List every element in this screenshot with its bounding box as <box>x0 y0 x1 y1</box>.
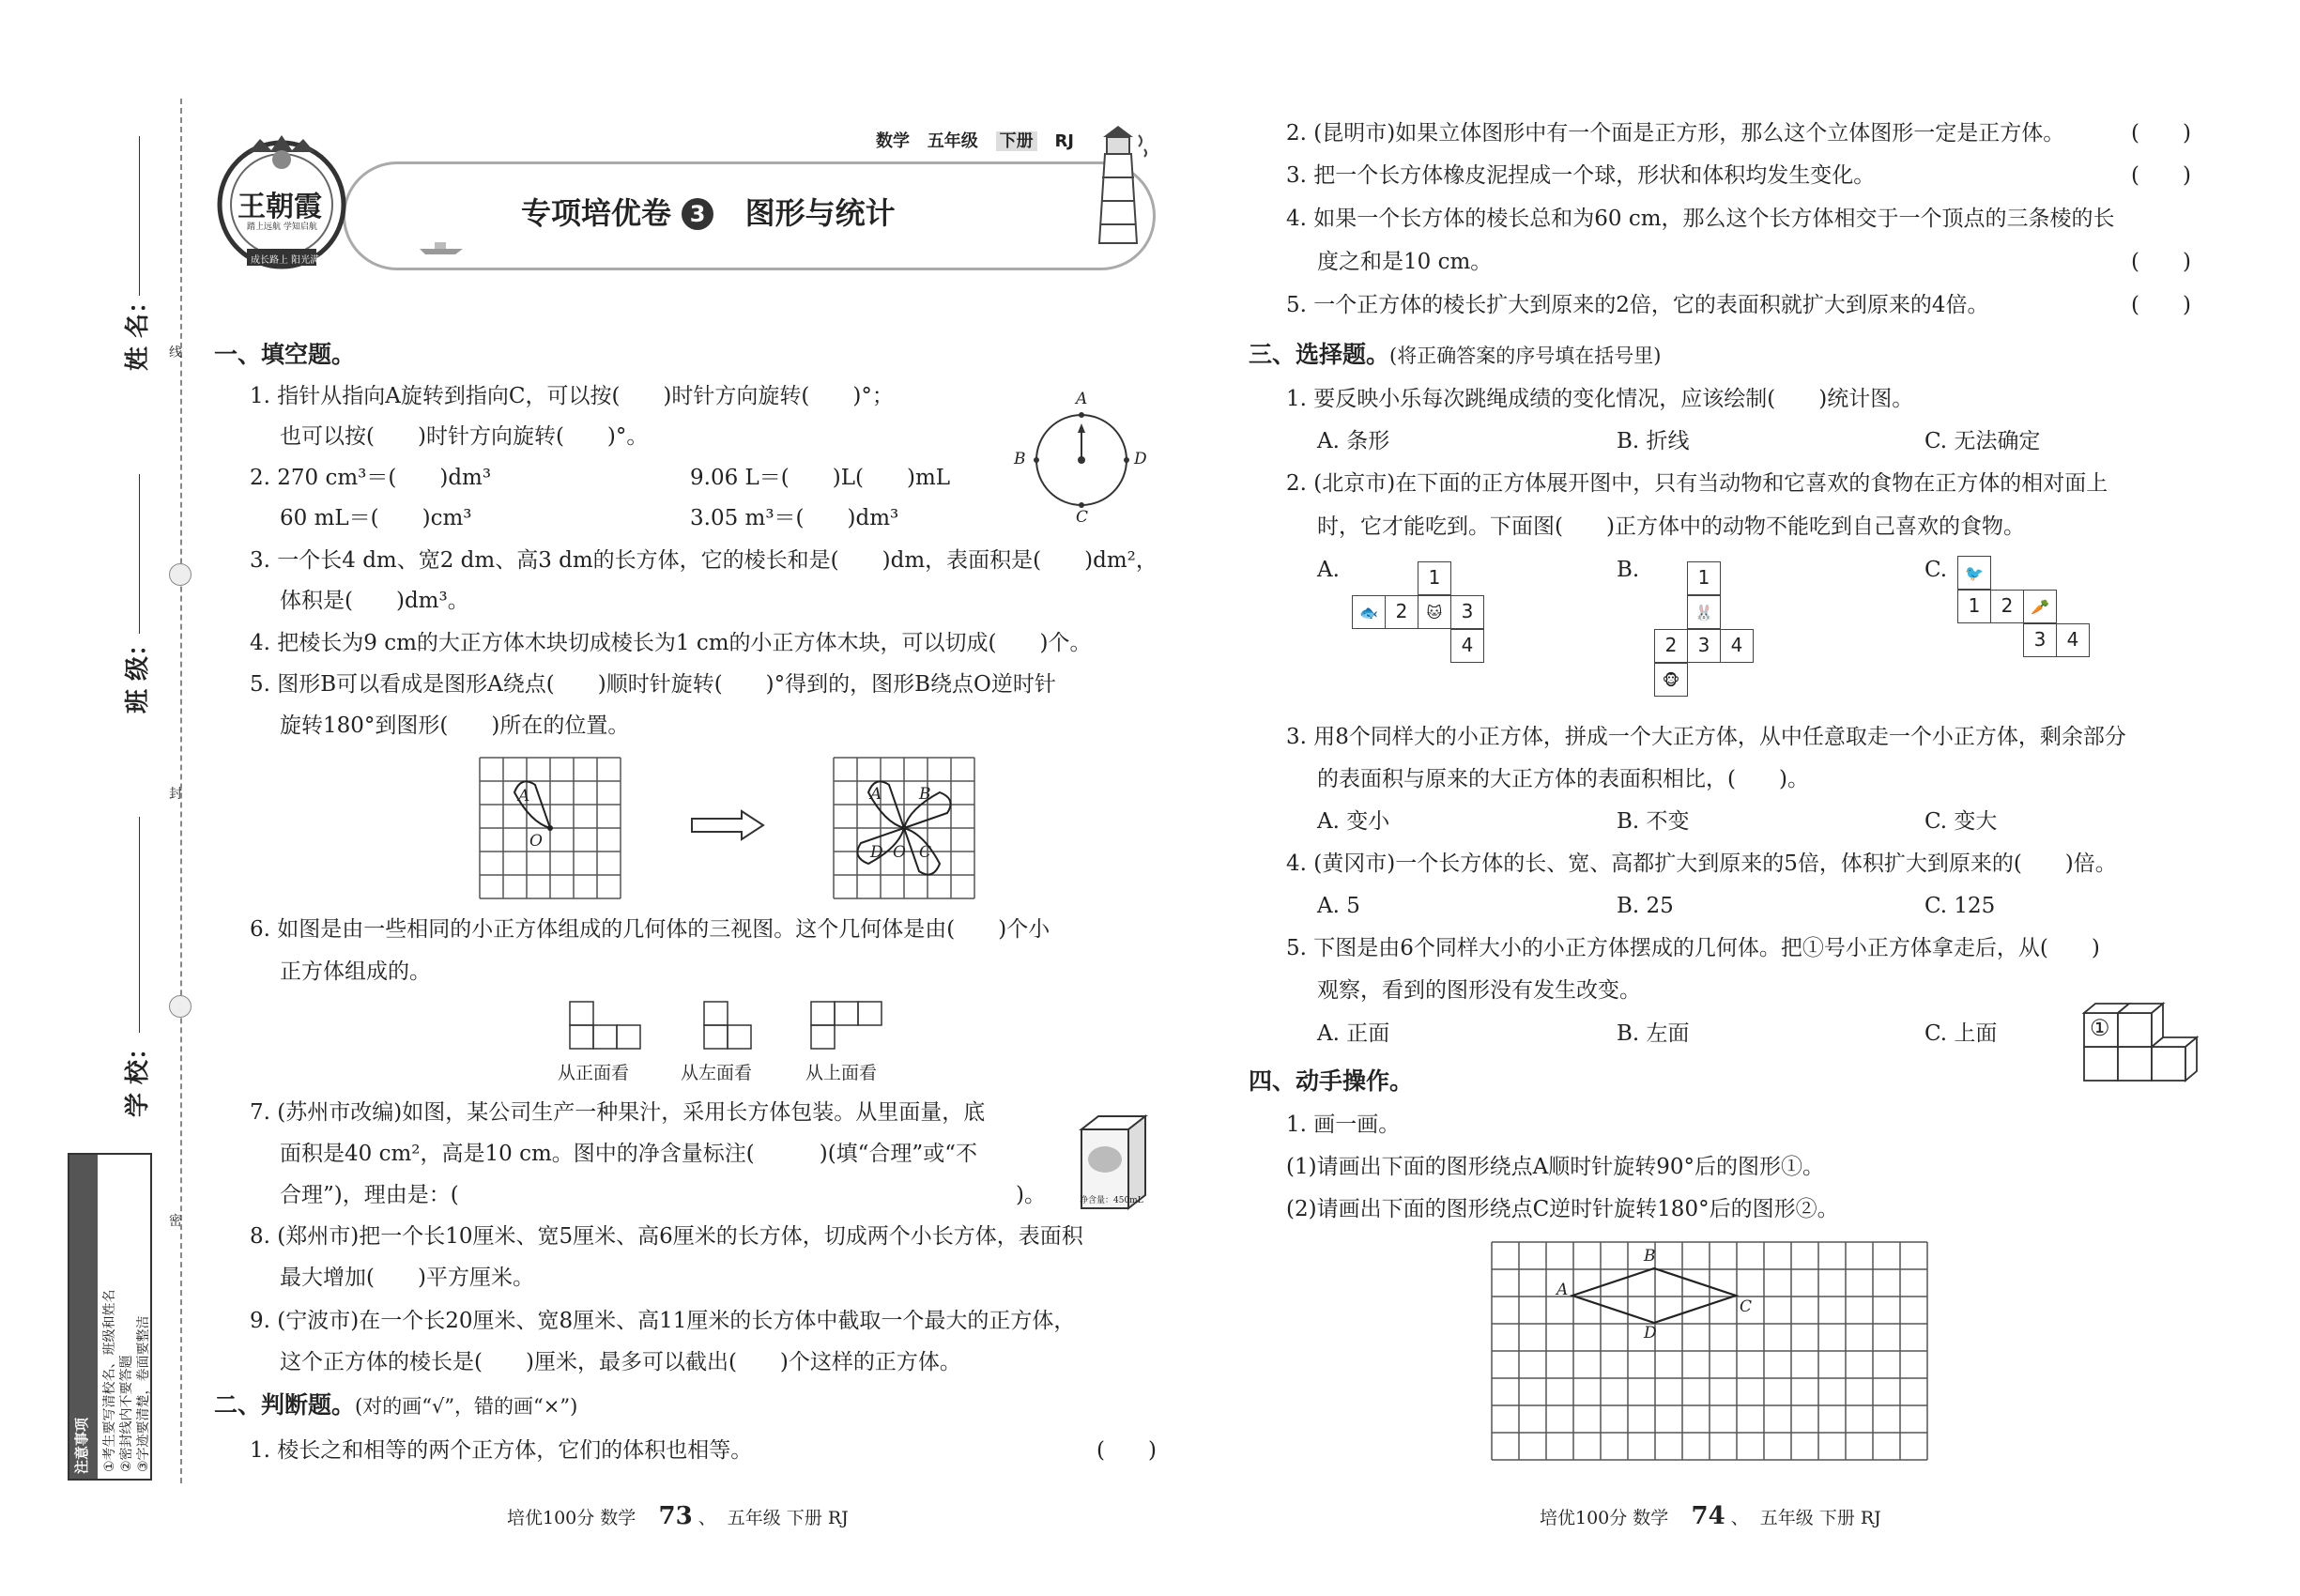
fish-icon: 🐟 <box>1359 604 1378 622</box>
net-cell: 1 <box>1957 590 1991 623</box>
net-cell-monkey <box>1654 663 1688 697</box>
net-cell-cat <box>1418 595 1451 629</box>
binding-margin <box>0 0 188 1596</box>
q2-a: 2. 270 cm³＝( )dm³ <box>250 466 492 490</box>
seal-icon <box>169 995 192 1018</box>
logo-text: 王朝霞 <box>238 191 322 223</box>
school-line <box>139 817 140 1033</box>
cut-mark-3: 密 <box>169 1214 182 1229</box>
notice-item: ②密封线内不要答题 <box>119 1355 134 1472</box>
q5r-label-o: O <box>893 843 906 862</box>
tag-subject: 数学 <box>876 131 910 151</box>
view-label-top: 从上面看 <box>805 1063 878 1083</box>
lighthouse-icon <box>1082 126 1153 248</box>
net-cell: 3 <box>1450 595 1484 629</box>
q9-line1: 9. (宁波市)在一个长20厘米、宽8厘米、高11厘米的长方体中截取一个最大的正方体， <box>250 1309 1076 1333</box>
q8-line2: 最大增加( )平方厘米。 <box>280 1266 534 1290</box>
drawing-grid[interactable] <box>1491 1241 1934 1465</box>
front-view-icon <box>568 1000 643 1052</box>
q2-b: 9.06 L＝( )L( )mL <box>690 466 951 490</box>
net-cell: 1 <box>1687 561 1721 595</box>
footer-right-a: 培优100分 数学 <box>1540 1508 1669 1528</box>
j4-answer-paren[interactable]: ( ) <box>2131 250 2191 274</box>
c5-line1: 5. 下图是由6个同样大小的小正方体摆成的几何体。把①号小正方体拿走后，从( ) <box>1286 936 2100 960</box>
view-label-left: 从左面看 <box>681 1063 753 1083</box>
j5-answer-paren[interactable]: ( ) <box>2131 293 2191 317</box>
top-view-icon <box>809 1000 884 1052</box>
net-cell-fish <box>1352 595 1386 629</box>
c5-opt-a[interactable]: A. 正面 <box>1317 1021 1390 1046</box>
c1-opt-b[interactable]: B. 折线 <box>1617 429 1690 453</box>
c2-label-c[interactable]: C. <box>1924 558 1948 582</box>
net-cell: 3 <box>2023 623 2057 657</box>
logo-slogan: 踏上远航 学知启航 <box>247 223 317 232</box>
c4-opt-b[interactable]: B. 25 <box>1617 894 1674 918</box>
net-b <box>1654 561 1767 712</box>
q6-line2: 正方体组成的。 <box>280 959 431 984</box>
q7-line3-end: )。 <box>1016 1183 1046 1207</box>
juice-box-label: 净含量：450mL <box>1080 1196 1143 1205</box>
net-cell: 4 <box>1450 629 1484 663</box>
q6-line1: 6. 如图是由一些相同的小正方体组成的几何体的三视图。这个几何体是由( )个小 <box>250 917 1050 942</box>
section-3-note: (将正确答案的序号填在括号里) <box>1389 345 1662 367</box>
boat-icon <box>418 239 465 256</box>
j5: 5. 一个正方体的棱长扩大到原来的2倍，它的表面积就扩大到原来的4倍。 <box>1286 293 1989 317</box>
q5-grid-right-svg <box>833 757 975 899</box>
q2-d: 3.05 m³＝( )dm³ <box>690 506 899 530</box>
section-2-title-text: 二、判断题。 <box>214 1391 356 1419</box>
j1: 1. 棱长之和相等的两个正方体，它们的体积也相等。 <box>250 1438 753 1463</box>
q5-grid-left-svg <box>479 757 621 899</box>
view-label-front: 从正面看 <box>558 1063 630 1083</box>
footer-left: 培优100分 数学 73 、 五年级 下册 RJ <box>507 1502 849 1530</box>
c2-line2: 时，它才能吃到。下面图( )正方体中的动物不能吃到自己喜欢的食物。 <box>1317 514 2025 539</box>
q1-line2: 也可以按( )时针方向旋转( )°。 <box>280 424 649 449</box>
d1-b: (2)请画出下面的图形绕点C逆时针旋转180°后的图形②。 <box>1286 1197 1839 1221</box>
notice-box <box>68 1153 152 1481</box>
footer-left-a: 培优100分 数学 <box>507 1508 636 1528</box>
net-cell: 2 <box>1990 590 2024 623</box>
cube-mark: ① <box>2090 1015 2110 1041</box>
compass-label-a: A <box>1076 390 1088 408</box>
logo-tag: 成长路上 阳光满天 <box>251 255 330 266</box>
q7-line3: 合理”)，理由是：( <box>280 1183 459 1207</box>
juice-box-figure <box>1070 1113 1159 1211</box>
c1-opt-c[interactable]: C. 无法确定 <box>1924 429 2041 453</box>
name-label: 姓 名： <box>124 288 152 371</box>
class-label: 班 级： <box>124 631 152 714</box>
c2-line1: 2. (北京市)在下面的正方体展开图中，只有当动物和它喜欢的食物在正方体的相对面上 <box>1286 471 2108 496</box>
net-cell: 2 <box>1385 595 1418 629</box>
j2: 2. (昆明市)如果立体图形中有一个面是正方形，那么这个立体图形一定是正方体。 <box>1286 121 2065 146</box>
d1: 1. 画一画。 <box>1286 1113 1401 1137</box>
cut-mark-1: 线 <box>169 345 182 361</box>
net-cell-rabbit <box>1687 595 1721 629</box>
c3-opt-c[interactable]: C. 变大 <box>1924 809 1998 834</box>
q5-grid-left <box>479 757 621 899</box>
class-line <box>139 474 140 634</box>
section-3-title <box>1249 341 1661 370</box>
section-3-title-text: 三、选择题。 <box>1249 341 1390 368</box>
rhombus-label-a: A <box>1556 1281 1569 1299</box>
j4-line2: 度之和是10 cm。 <box>1317 250 1493 274</box>
c3-line1: 3. 用8个同样大的小正方体，拼成一个大正方体，从中任意取走一个小正方体，剩余部分 <box>1286 725 2126 749</box>
net-cell: 2 <box>1654 629 1688 663</box>
notice-title: 注意事项 <box>73 1417 90 1474</box>
c2-label-a[interactable]: A. <box>1317 558 1340 582</box>
c4-opt-a[interactable]: A. 5 <box>1317 894 1360 918</box>
q3-line2: 体积是( )dm³。 <box>280 589 469 613</box>
rhombus-label-b: B <box>1644 1247 1656 1266</box>
c5-opt-c[interactable]: C. 上面 <box>1924 1021 1998 1046</box>
q2-c: 60 mL＝( )cm³ <box>280 506 472 530</box>
title-number-badge: 3 <box>682 198 713 230</box>
logo <box>211 131 352 272</box>
school-label: 学 校： <box>124 1035 152 1117</box>
compass-label-c: C <box>1076 508 1089 527</box>
cut-mark-2: 封 <box>169 787 182 802</box>
j1-answer-paren[interactable]: ( ) <box>1096 1438 1157 1463</box>
net-cell: 1 <box>1418 561 1451 595</box>
c4: 4. (黄冈市)一个长方体的长、宽、高都扩大到原来的5倍，体积扩大到原来的( )倍。 <box>1286 852 2117 876</box>
rhombus-label-d: D <box>1644 1324 1657 1343</box>
c2-label-b[interactable]: B. <box>1617 558 1640 582</box>
c1: 1. 要反映小乐每次跳绳成绩的变化情况，应该绘制( )统计图。 <box>1286 387 1914 411</box>
subject-tags <box>876 128 1074 152</box>
c3-opt-a[interactable]: A. 变小 <box>1317 809 1390 834</box>
q5-line2: 旋转180°到图形( )所在的位置。 <box>280 714 630 738</box>
net-c <box>1957 556 2098 678</box>
net-cell-bird <box>1957 556 1991 590</box>
footer-right: 培优100分 数学 74 、 五年级 下册 RJ <box>1540 1502 1881 1530</box>
compass-label-b: B <box>1014 450 1026 468</box>
title-left: 专项培优卷 <box>521 195 672 231</box>
j3-answer-paren[interactable]: ( ) <box>2131 163 2191 188</box>
section-2-note: (对的画“√”，错的画“×”) <box>355 1395 578 1418</box>
q4: 4. 把棱长为9 cm的大正方体木块切成棱长为1 cm的小正方体木块，可以切成( )个。 <box>250 631 1092 655</box>
q8-line1: 8. (郑州市)把一个长10厘米、宽5厘米、高6厘米的长方体，切成两个小长方体，表面积 <box>250 1224 1083 1249</box>
q1-line1: 1. 指针从指向A旋转到指向C，可以按( )时针方向旋转( )°； <box>250 384 894 408</box>
j3: 3. 把一个长方体橡皮泥捏成一个球，形状和体积均发生变化。 <box>1286 163 1876 188</box>
compass-figure <box>1014 390 1155 530</box>
q5r-label-b: B <box>919 785 931 804</box>
monkey-icon: 🐵 <box>1662 671 1680 689</box>
cat-icon: 🐱 <box>1426 604 1443 622</box>
c1-opt-a[interactable]: A. 条形 <box>1317 429 1390 453</box>
section-2-title <box>214 1391 577 1420</box>
q5-label-o: O <box>529 832 543 851</box>
footer-right-b: 五年级 下册 RJ <box>1759 1508 1881 1528</box>
q5r-label-a: A <box>870 785 882 804</box>
notice-item: ①考生要写清校名、班级和姓名 <box>102 1289 117 1472</box>
footer-left-b: 五年级 下册 RJ <box>727 1508 849 1528</box>
page-number-74: 74 <box>1691 1502 1725 1530</box>
q9-line2: 这个正方体的棱长是( )厘米，最多可以截出( )个这样的正方体。 <box>280 1350 961 1374</box>
q7-line2: 面积是40 cm²，高是10 cm。图中的净含量标注( )(填“合理”或“不 <box>280 1142 977 1166</box>
q7-line1: 7. (苏州市改编)如图，某公司生产一种果汁，采用长方体包装。从里面量，底 <box>250 1100 986 1125</box>
drawing-grid-svg[interactable] <box>1491 1241 1934 1465</box>
c3-opt-b[interactable]: B. 不变 <box>1617 809 1690 834</box>
q5r-label-c: C <box>919 843 932 862</box>
notice-item: ③字迹要清楚，卷面要整洁 <box>136 1315 151 1472</box>
left-view-icon <box>702 1000 755 1052</box>
compass-label-d: D <box>1134 450 1147 468</box>
c4-opt-c[interactable]: C. 125 <box>1924 894 1996 918</box>
bird-icon: 🐦 <box>1965 564 1984 582</box>
tag-edition: RJ <box>1054 131 1074 151</box>
arrow-right-icon <box>690 809 765 841</box>
page-number-73: 73 <box>658 1502 693 1530</box>
net-cell: 4 <box>1720 629 1754 663</box>
net-a <box>1352 561 1521 674</box>
d1-a: (1)请画出下面的图形绕点A顺时针旋转90°后的图形①。 <box>1286 1155 1824 1179</box>
section-1-title: 一、填空题。 <box>214 341 356 368</box>
title <box>521 190 896 233</box>
net-cell: 3 <box>1687 629 1721 663</box>
q5-label-a: A <box>518 787 530 806</box>
tag-grade: 五年级 <box>927 131 978 151</box>
j4-line1: 4. 如果一个长方体的棱长总和为60 cm，那么这个长方体相交于一个顶点的三条棱的长 <box>1286 207 2115 231</box>
c3-line2: 的表面积与原来的大正方体的表面积相比，( )。 <box>1317 767 1809 791</box>
j2-answer-paren[interactable]: ( ) <box>2131 121 2191 146</box>
rhombus-label-c: C <box>1740 1297 1753 1316</box>
name-line <box>139 136 140 296</box>
seal-icon <box>169 563 192 586</box>
header-banner <box>202 122 1155 272</box>
carrot-icon: 🥕 <box>2031 598 2049 616</box>
q5-grid-right <box>833 757 975 899</box>
net-cell-carrot <box>2023 590 2057 623</box>
tag-term: 下册 <box>996 131 1037 151</box>
title-right: 图形与统计 <box>744 195 896 231</box>
c5-line2: 观察，看到的图形没有发生改变。 <box>1317 978 1641 1003</box>
q5r-label-d: D <box>870 843 883 862</box>
rabbit-icon: 🐰 <box>1694 604 1713 622</box>
section-4-title: 四、动手操作。 <box>1249 1067 1414 1095</box>
c5-cubes-figure <box>2075 990 2206 1084</box>
q3-line1: 3. 一个长4 dm、宽2 dm、高3 dm的长方体，它的棱长和是( )dm，表面积是( )dm²， <box>250 548 1158 573</box>
c5-opt-b[interactable]: B. 左面 <box>1617 1021 1690 1046</box>
q5-line1: 5. 图形B可以看成是图形A绕点( )顺时针旋转( )°得到的，图形B绕点O逆时针 <box>250 672 1056 697</box>
net-cell: 4 <box>2056 623 2090 657</box>
